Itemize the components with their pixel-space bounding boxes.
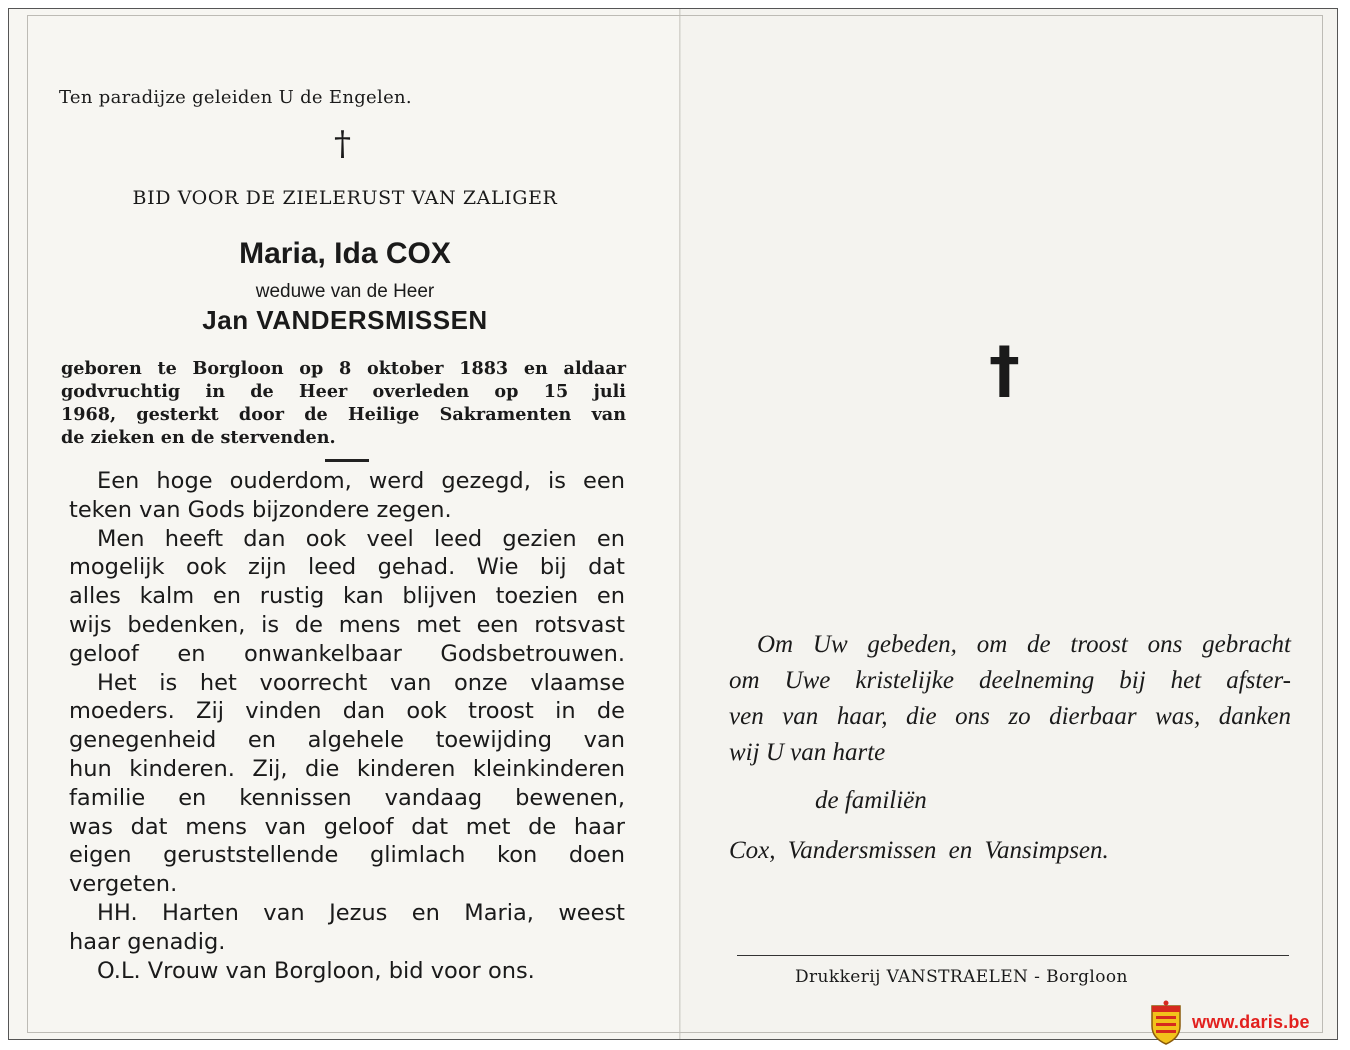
crest-icon [1148, 1000, 1184, 1046]
text-line: geloof en onwankelbaar Godsbetrouwen. [69, 640, 625, 667]
text-line: genegenheid en algehele toewijding van [69, 727, 625, 754]
divider [325, 459, 369, 462]
text-line: Een hoge ouderdom, werd gezegd, is een [97, 468, 625, 494]
text-line: HH. Harten van Jezus en Maria, weest [97, 899, 625, 926]
deceased-name: Maria, Ida COX [239, 237, 451, 270]
bio-line: godvruchtig in de Heer overleden op 15 juli [61, 381, 626, 402]
text-line: hun kinderen. Zij, die kinderen kleinkinderen [69, 755, 625, 782]
text-line: Het is het voorrecht van onze vlaamse [97, 669, 625, 696]
bio-line: geboren te Borgloon op 8 oktober 1883 en aldaar [61, 358, 626, 379]
memorial-text [69, 467, 625, 985]
thanks-line: ven van haar, die ons zo dierbaar was, danken [729, 703, 1291, 730]
printer-divider [737, 955, 1289, 956]
watermark-url[interactable]: www.daris.be [1192, 1012, 1310, 1032]
thanks-line: Om Uw gebeden, om de troost ons gebracht [757, 631, 1291, 658]
families-label: de familiën [815, 787, 927, 814]
husband-name: Jan VANDERSMISSEN [202, 305, 488, 335]
text-line: wijs bedenken, is de mens met een rotsvast [69, 611, 625, 638]
text-line: familie en kennissen vandaag bewenen, [69, 784, 625, 811]
motto: Ten paradijze geleiden U de Engelen. [59, 87, 412, 108]
thanks-text [729, 627, 1291, 771]
printer-credit: Drukkerij VANSTRAELEN - Borgloon [795, 967, 1128, 987]
text-line: teken van Gods bijzondere zegen. [69, 496, 452, 523]
widow-of: weduwe van de Heer [255, 281, 435, 302]
text-line: mogelijk ook zijn leed gehad. Wie bij dat [69, 554, 625, 581]
text-line: moeders. Zij vinden dan ook troost in de [69, 698, 625, 725]
large-cross-icon: † [989, 333, 1020, 406]
left-panel [9, 9, 681, 1039]
family-names: Cox, Vandersmissen en Vansimpsen. [729, 837, 1109, 864]
biography [61, 357, 626, 449]
text-line: vergeten. [69, 871, 178, 898]
memorial-card [8, 8, 1338, 1040]
bio-line: 1968, gesterkt door de Heilige Sakramenten van [61, 404, 626, 425]
cross-icon: † [334, 124, 351, 164]
thanks-line: wij U van harte [729, 739, 886, 766]
text-line: eigen geruststellende glimlach kon doen [69, 842, 625, 869]
text-line: O.L. Vrouw van Borgloon, bid voor ons. [97, 957, 535, 984]
thanks-line: om Uwe kristelijke deelneming bij het afster- [729, 667, 1291, 694]
prayer-heading: BID VOOR DE ZIELERUST VAN ZALIGER [132, 187, 558, 209]
text-line: alles kalm en rustig kan blijven toezien en [69, 583, 625, 610]
right-panel [681, 9, 1337, 1039]
text-line: haar genadig. [69, 928, 226, 955]
text-line: Men heeft dan ook veel leed gezien en [97, 525, 625, 552]
text-line: was dat mens van geloof dat met de haar [69, 813, 625, 840]
bio-line: de zieken en de stervenden. [61, 427, 336, 448]
